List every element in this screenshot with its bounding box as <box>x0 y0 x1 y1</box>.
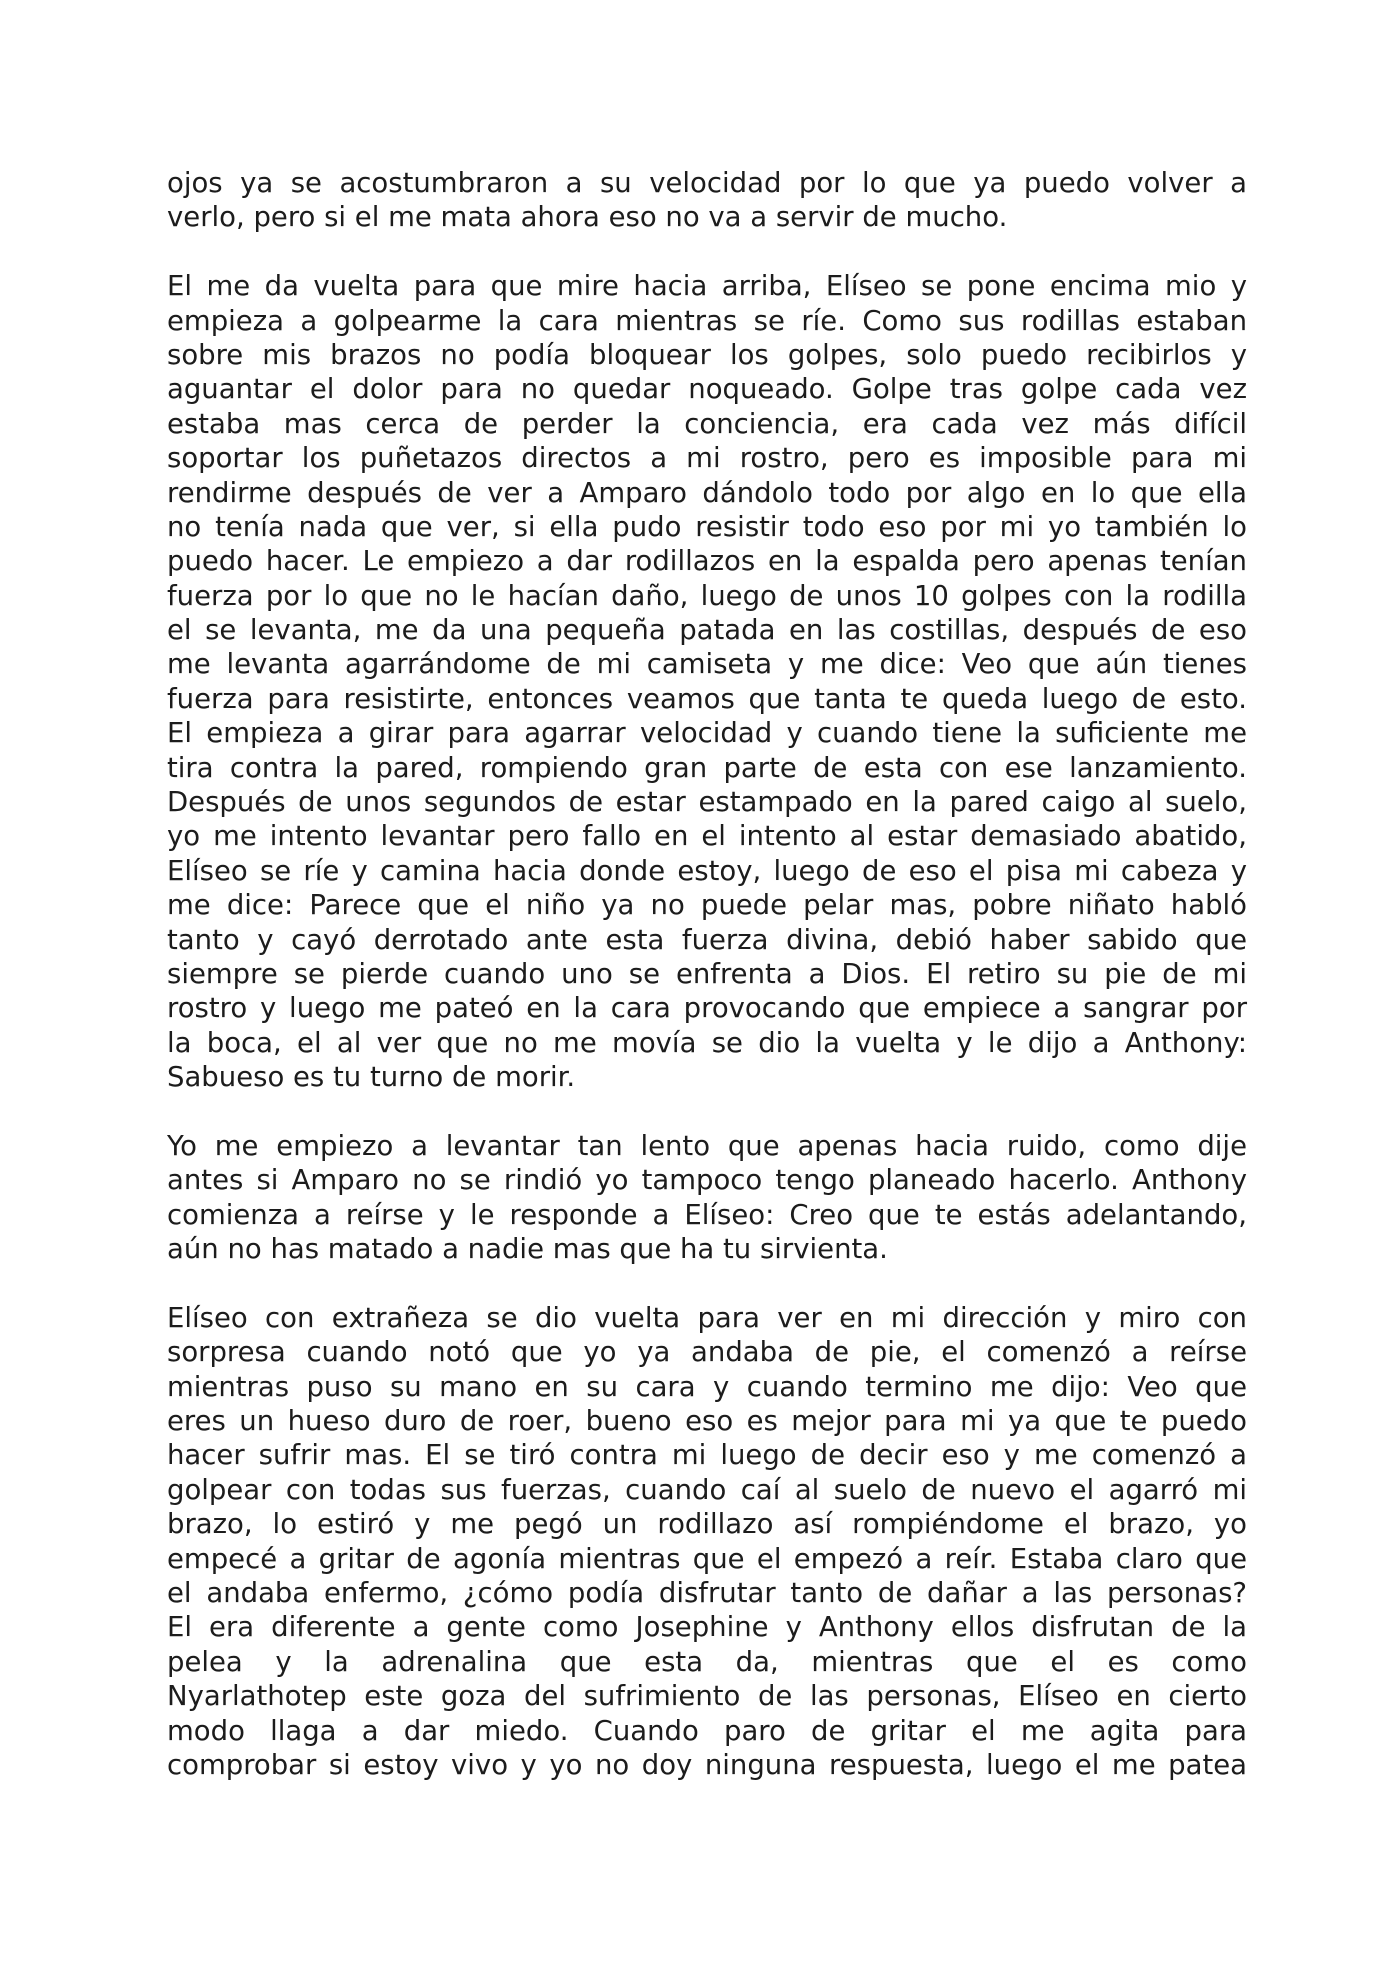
text-line: siempre se pierde cuando uno se enfrenta a Dios. El retiro su pie de mi <box>167 957 1247 990</box>
paragraph <box>167 166 1247 235</box>
paragraph <box>167 1129 1247 1267</box>
text-line: Elíseo con extrañeza se dio vuelta para ver en mi dirección y miro con <box>167 1301 1247 1334</box>
paragraph-gap <box>167 1095 1247 1129</box>
text-line: rostro y luego me pateó en la cara provocando que empiece a sangrar por <box>167 992 1247 1025</box>
text-line: Sabueso es tu turno de morir. <box>167 1061 576 1094</box>
text-line: sobre mis brazos no podía bloquear los golpes, solo puedo recibirlos y <box>167 338 1247 371</box>
text-line: brazo, lo estiró y me pegó un rodillazo así rompiéndome el brazo, yo <box>167 1508 1247 1541</box>
text-line: sorpresa cuando notó que yo ya andaba de pie, el comenzó a reírse <box>167 1336 1247 1369</box>
text-line: yo me intento levantar pero fallo en el intento al estar demasiado abatido, <box>167 820 1247 853</box>
text-line: comprobar si estoy vivo y yo no doy ninguna respuesta, luego el me patea <box>167 1748 1247 1781</box>
text-line: aún no has matado a nadie mas que ha tu sirvienta. <box>167 1233 888 1266</box>
text-line: antes si Amparo no se rindió yo tampoco tengo planeado hacerlo. Anthony <box>167 1164 1247 1197</box>
text-line: verlo, pero si el me mata ahora eso no va a servir de mucho. <box>167 201 1008 234</box>
text-line: Después de unos segundos de estar estampado en la pared caigo al suelo, <box>167 786 1247 819</box>
text-line: el andaba enfermo, ¿cómo podía disfrutar tanto de dañar a las personas? <box>167 1577 1247 1610</box>
text-line: mientras puso su mano en su cara y cuando termino me dijo: Veo que <box>167 1370 1247 1403</box>
text-line: El empieza a girar para agarrar velocidad y cuando tiene la suficiente me <box>167 717 1247 750</box>
text-line: modo llaga a dar miedo. Cuando paro de gritar el me agita para <box>167 1714 1247 1747</box>
text-line: comienza a reírse y le responde a Elíseo: Creo que te estás adelantando, <box>167 1198 1247 1231</box>
text-line: soportar los puñetazos directos a mi rostro, pero es imposible para mi <box>167 442 1247 475</box>
paragraph-gap <box>167 1267 1247 1301</box>
text-line: Elíseo se ríe y camina hacia donde estoy, luego de eso el pisa mi cabeza y <box>167 854 1247 887</box>
text-line: estaba mas cerca de perder la conciencia, era cada vez más difícil <box>167 407 1247 440</box>
document-page <box>167 166 1247 1782</box>
text-line: ojos ya se acostumbraron a su velocidad por lo que ya puedo volver a <box>167 167 1247 199</box>
text-line: la boca, el al ver que no me movía se dio la vuelta y le dijo a Anthony: <box>167 1026 1247 1059</box>
paragraph <box>167 269 1247 1094</box>
text-line: no tenía nada que ver, si ella pudo resistir todo eso por mi yo también lo <box>167 510 1247 543</box>
paragraph <box>167 1301 1247 1782</box>
text-line: empieza a golpearme la cara mientras se ríe. Como sus rodillas estaban <box>167 304 1247 337</box>
text-line: tira contra la pared, rompiendo gran parte de esta con ese lanzamiento. <box>167 751 1247 784</box>
text-line: rendirme después de ver a Amparo dándolo todo por algo en lo que ella <box>167 476 1247 509</box>
text-line: fuerza para resistirte, entonces veamos que tanta te queda luego de esto. <box>167 682 1247 715</box>
text-line: fuerza por lo que no le hacían daño, luego de unos 10 golpes con la rodilla <box>167 579 1247 612</box>
text-line: golpear con todas sus fuerzas, cuando caí al suelo de nuevo el agarró mi <box>167 1473 1247 1506</box>
paragraph-gap <box>167 235 1247 269</box>
text-line: Yo me empiezo a levantar tan lento que apenas hacia ruido, como dije <box>167 1129 1247 1162</box>
text-line: hacer sufrir mas. El se tiró contra mi luego de decir eso y me comenzó a <box>167 1439 1247 1472</box>
text-line: eres un hueso duro de roer, bueno eso es mejor para mi ya que te puedo <box>167 1405 1247 1438</box>
text-line: tanto y cayó derrotado ante esta fuerza divina, debió haber sabido que <box>167 923 1247 956</box>
text-line: empecé a gritar de agonía mientras que el empezó a reír. Estaba claro que <box>167 1542 1247 1575</box>
text-line: el se levanta, me da una pequeña patada en las costillas, después de eso <box>167 614 1247 647</box>
text-line: aguantar el dolor para no quedar noqueado. Golpe tras golpe cada vez <box>167 373 1247 406</box>
text-line: puedo hacer. Le empiezo a dar rodillazos en la espalda pero apenas tenían <box>167 545 1247 578</box>
text-line: El me da vuelta para que mire hacia arriba, Elíseo se pone encima mio y <box>167 270 1247 303</box>
text-line: Nyarlathotep este goza del sufrimiento de las personas, Elíseo en cierto <box>167 1680 1247 1713</box>
text-line: me levanta agarrándome de mi camiseta y me dice: Veo que aún tienes <box>167 648 1247 681</box>
text-line: pelea y la adrenalina que esta da, mientras que el es como <box>167 1645 1247 1678</box>
text-line: me dice: Parece que el niño ya no puede pelar mas, pobre niñato habló <box>167 889 1247 922</box>
text-line: El era diferente a gente como Josephine y Anthony ellos disfrutan de la <box>167 1611 1247 1644</box>
